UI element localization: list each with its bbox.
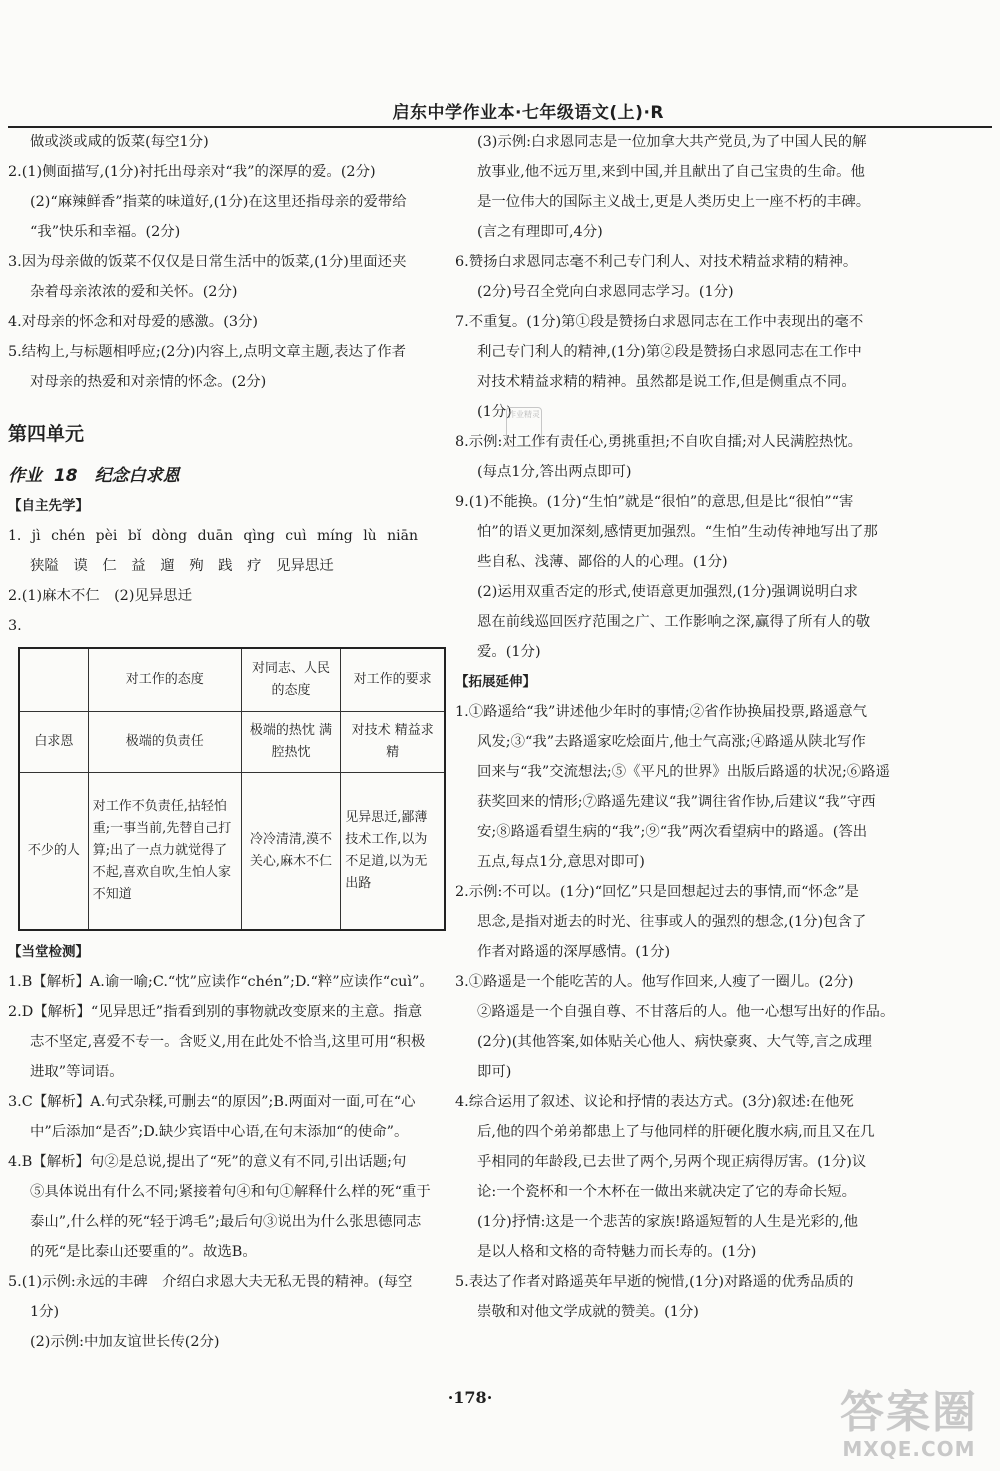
answer-line: 论:一个瓷杯和一个木杯在一做出来就决定了它的寿命长短。 xyxy=(477,1184,857,1200)
comparison-table xyxy=(18,647,446,931)
answer-line: 思念,是指对逝去的时光、往事或人的强烈的想念,(1分)包含了 xyxy=(477,914,867,930)
section-zizhu-label: 【自主先学】 xyxy=(8,498,89,514)
pinyin-answer-line: 1. jì chén pèi bǐ dòng duān qìng cuì míng lù niān xyxy=(8,528,418,544)
answer-line: 7.不重复。(1分)第①段是赞扬白求恩同志在工作中表现出的毫不 xyxy=(455,314,864,330)
answer-line: 2.(1)侧面描写,(1分)衬托出母亲对“我”的深厚的爱。(2分) xyxy=(8,164,376,180)
watermark-url: MXQE.COM xyxy=(842,1437,976,1461)
table-cell: 白求恩 xyxy=(19,712,88,773)
answer-line: 崇敬和对他文学成就的赞美。(1分) xyxy=(477,1304,699,1320)
answer-line: 安;⑧路遥看望生病的“我”;⑨“我”两次看望病中的路遥。(答出 xyxy=(477,824,868,840)
right-top-answers xyxy=(455,127,955,667)
answer-line: 乎相同的年龄段,已去世了两个,另两个现正病得厉害。(1分)议 xyxy=(477,1154,867,1170)
section-tuozhan-label: 【拓展延伸】 xyxy=(455,674,536,690)
answer-line: 对母亲的热爱和对亲情的怀念。(2分) xyxy=(30,374,267,390)
right-bottom-answers xyxy=(455,697,955,1327)
answer-line: 1.①路遥给“我”讲述他少年时的事情;②省作协换届投票,路遥意气 xyxy=(455,704,868,720)
page-header xyxy=(8,100,992,128)
watermark-logo xyxy=(840,1389,978,1461)
answer-line: 进取”等词语。 xyxy=(30,1064,124,1080)
answer-line: 9.(1)不能换。(1分)“生怕”就是“很怕”的意思,但是比“很怕”“害 xyxy=(455,494,854,510)
left-top-answers xyxy=(8,127,486,397)
answer-line: 2.示例:不可以。(1分)“回忆”只是回想起过去的事情,而“怀念”是 xyxy=(455,884,859,900)
table-header-cell xyxy=(19,648,88,712)
table-header-cell: 对工作的态度 xyxy=(88,648,241,712)
answer-line: 泰山”,什么样的死“轻于鸿毛”;最后句③说出为什么张思德同志 xyxy=(30,1214,422,1230)
page-number: ·178· xyxy=(447,1388,493,1407)
answer-line: (2)示例:中加友谊世长传(2分) xyxy=(30,1334,220,1350)
answer-line: 的死“是比泰山还要重的”。故选B。 xyxy=(30,1244,257,1260)
answer-line: 5.结构上,与标题相呼应;(2分)内容上,点明文章主题,表达了作者 xyxy=(8,344,407,360)
answer-line: 爱。(1分) xyxy=(477,644,541,660)
answer-line: 3.因为母亲做的饭菜不仅仅是日常生活中的饭菜,(1分)里面还夹 xyxy=(8,254,407,270)
answer-line: 杂着母亲浓浓的爱和关怀。(2分) xyxy=(30,284,238,300)
answer-line: (每点1分,答出两点即可) xyxy=(477,464,632,480)
answer-line: (言之有理即可,4分) xyxy=(477,224,603,240)
answer-line: ②路遥是一个自强自尊、不甘落后的人。他一心想写出好的作品。 xyxy=(477,1004,895,1020)
answer-line: 4.对母亲的怀念和对母爱的感激。(3分) xyxy=(8,314,258,330)
answer-line: 些自私、浅薄、鄙俗的人的心理。(1分) xyxy=(477,554,728,570)
book-title: 启东中学作业本·七年级语文(上)·R xyxy=(392,103,664,123)
ink-stamp: 作业精灵 xyxy=(506,407,542,447)
section-dangtang-label: 【当堂检测】 xyxy=(8,944,89,960)
table-cell: 见异思迁,鄙薄技术工作,以为不足道,以为无出路 xyxy=(341,773,445,931)
answer-line: ⑤具体说出有什么不同;紧接着句④和句①解释什么样的死“重于 xyxy=(30,1184,431,1200)
answer-line: 中”后添加“是否”;D.缺少宾语中心语,在句末添加“的使命”。 xyxy=(30,1124,409,1140)
answer-line: 是一位伟大的国际主义战士,更是人类历史上一座不朽的丰碑。 xyxy=(477,194,871,210)
answer-line: 做或淡或咸的饭菜(每空1分) xyxy=(30,134,209,150)
answer-line: 放事业,他不远万里,来到中国,并且献出了自己宝贵的生命。他 xyxy=(477,164,865,180)
table-row xyxy=(19,773,445,931)
table-cell: 对技术 精益求精 xyxy=(341,712,445,773)
left-bottom-answers xyxy=(8,967,486,1357)
answer-line: 五点,每点1分,意思对即可) xyxy=(477,854,645,870)
answer-line: 1分) xyxy=(30,1304,60,1320)
answer-line: (2分)号召全党向白求恩同志学习。(1分) xyxy=(477,284,734,300)
right-column xyxy=(455,127,955,1327)
answer-line: 怕”的语义更加深刻,感情更加强烈。“生怕”生动传神地写出了那 xyxy=(477,524,878,540)
answer-line: (2)运用双重否定的形式,使语意更加强烈,(1分)强调说明白求 xyxy=(477,584,858,600)
answer-line: 风发;③“我”去路遥家吃烩面片,他士气高涨;④路遥从陕北写作 xyxy=(477,734,866,750)
q2-answer: 2.(1)麻木不仁 (2)见异思迁 xyxy=(8,588,193,604)
chinese-chars-line: 狭隘 谟 仁 益 遛 殉 践 疗 见异思迁 xyxy=(30,558,334,574)
table-cell: 极端的热忱 满腔热忱 xyxy=(241,712,341,773)
answer-line: 恩在前线巡回医疗范围之广、工作影响之深,赢得了所有人的敬 xyxy=(477,614,871,630)
answer-line: 志不坚定,喜爱不专一。含贬义,用在此处不恰当,这里可用“积极 xyxy=(30,1034,426,1050)
answer-line: 作者对路遥的深厚感情。(1分) xyxy=(477,944,671,960)
answer-line: 是以人格和文格的奇特魅力而长寿的。(1分) xyxy=(477,1244,757,1260)
left-column xyxy=(8,127,486,1357)
table-cell: 不少的人 xyxy=(19,773,88,931)
table-cell: 对工作不负责任,拈轻怕重;一事当前,先替自己打算;出了一点力就觉得了不起,喜欢自吹,生怕人家不知道 xyxy=(88,773,241,931)
answer-line: 3.①路遥是一个能吃苦的人。他写作回来,人瘦了一圈儿。(2分) xyxy=(455,974,854,990)
watermark-text: 答案圈 xyxy=(840,1387,978,1438)
table-row xyxy=(19,712,445,773)
answer-line: 2.D【解析】“见异思迁”指看到别的事物就改变原来的主意。指意 xyxy=(8,1004,423,1020)
answer-line: 回来与“我”交流想法;⑤《平凡的世界》出版后路遥的状况;⑥路遥 xyxy=(477,764,890,780)
answer-line: (1分)抒情:这是一个悲苦的家族!路遥短暂的人生是光彩的,他 xyxy=(477,1214,858,1230)
unit-title: 第四单元 xyxy=(8,423,85,445)
homework-title: 作业 18 纪念白求恩 xyxy=(8,466,180,486)
answer-line: 利己专门利人的精神,(1分)第②段是赞扬白求恩同志在工作中 xyxy=(477,344,862,360)
answer-line: (2分)(其他答案,如体贴关心他人、病快豪爽、大气等,言之成理 xyxy=(477,1034,872,1050)
answer-line: (1分) xyxy=(477,404,512,420)
answer-line: 即可) xyxy=(477,1064,512,1080)
table-header-row xyxy=(19,648,445,712)
q3-label: 3. xyxy=(8,618,22,634)
answer-line: 5.(1)示例:永远的丰碑 介绍白求恩大夫无私无畏的精神。(每空 xyxy=(8,1274,413,1290)
answer-line: 获奖回来的情形;⑦路遥先建议“我”调往省作协,后建议“我”守西 xyxy=(477,794,876,810)
answer-line: 4.B【解析】句②是总说,提出了“死”的意义有不同,引出话题;句 xyxy=(8,1154,407,1170)
answer-line: (3)示例:白求恩同志是一位加拿大共产党员,为了中国人民的解 xyxy=(477,134,867,150)
answer-line: 4.综合运用了叙述、议论和抒情的表达方式。(3分)叙述:在他死 xyxy=(455,1094,854,1110)
table-header-cell: 对工作的要求 xyxy=(341,648,445,712)
table-header-cell: 对同志、人民的态度 xyxy=(241,648,341,712)
table-cell: 极端的负责任 xyxy=(88,712,241,773)
answer-line: 对技术精益求精的精神。虽然都是说工作,但是侧重点不同。 xyxy=(477,374,856,390)
answer-line: 后,他的四个弟弟都患上了与他同样的肝硬化腹水病,而且又在几 xyxy=(477,1124,875,1140)
answer-line: 5.表达了作者对路遥英年早逝的惋惜,(1分)对路遥的优秀品质的 xyxy=(455,1274,854,1290)
table-cell: 冷冷清清,漠不关心,麻木不仁 xyxy=(241,773,341,931)
answer-line: 6.赞扬白求恩同志毫不利己专门利人、对技术精益求精的精神。 xyxy=(455,254,858,270)
answer-line: “我”快乐和幸福。(2分) xyxy=(30,224,181,240)
answer-line: 3.C【解析】A.句式杂糅,可删去“的原因”;B.两面对一面,可在“心 xyxy=(8,1094,416,1110)
answer-line: (2)“麻辣鲜香”指菜的味道好,(1分)在这里还指母亲的爱带给 xyxy=(30,194,407,210)
answer-line: 8.示例:对工作有责任心,勇挑重担;不自吹自擂;对人民满腔热忱。 xyxy=(455,434,863,450)
answer-line: 1.B【解析】A.谕一喻;C.“忱”应读作“chén”;D.“粹”应读作“cuì”。 xyxy=(8,974,434,990)
